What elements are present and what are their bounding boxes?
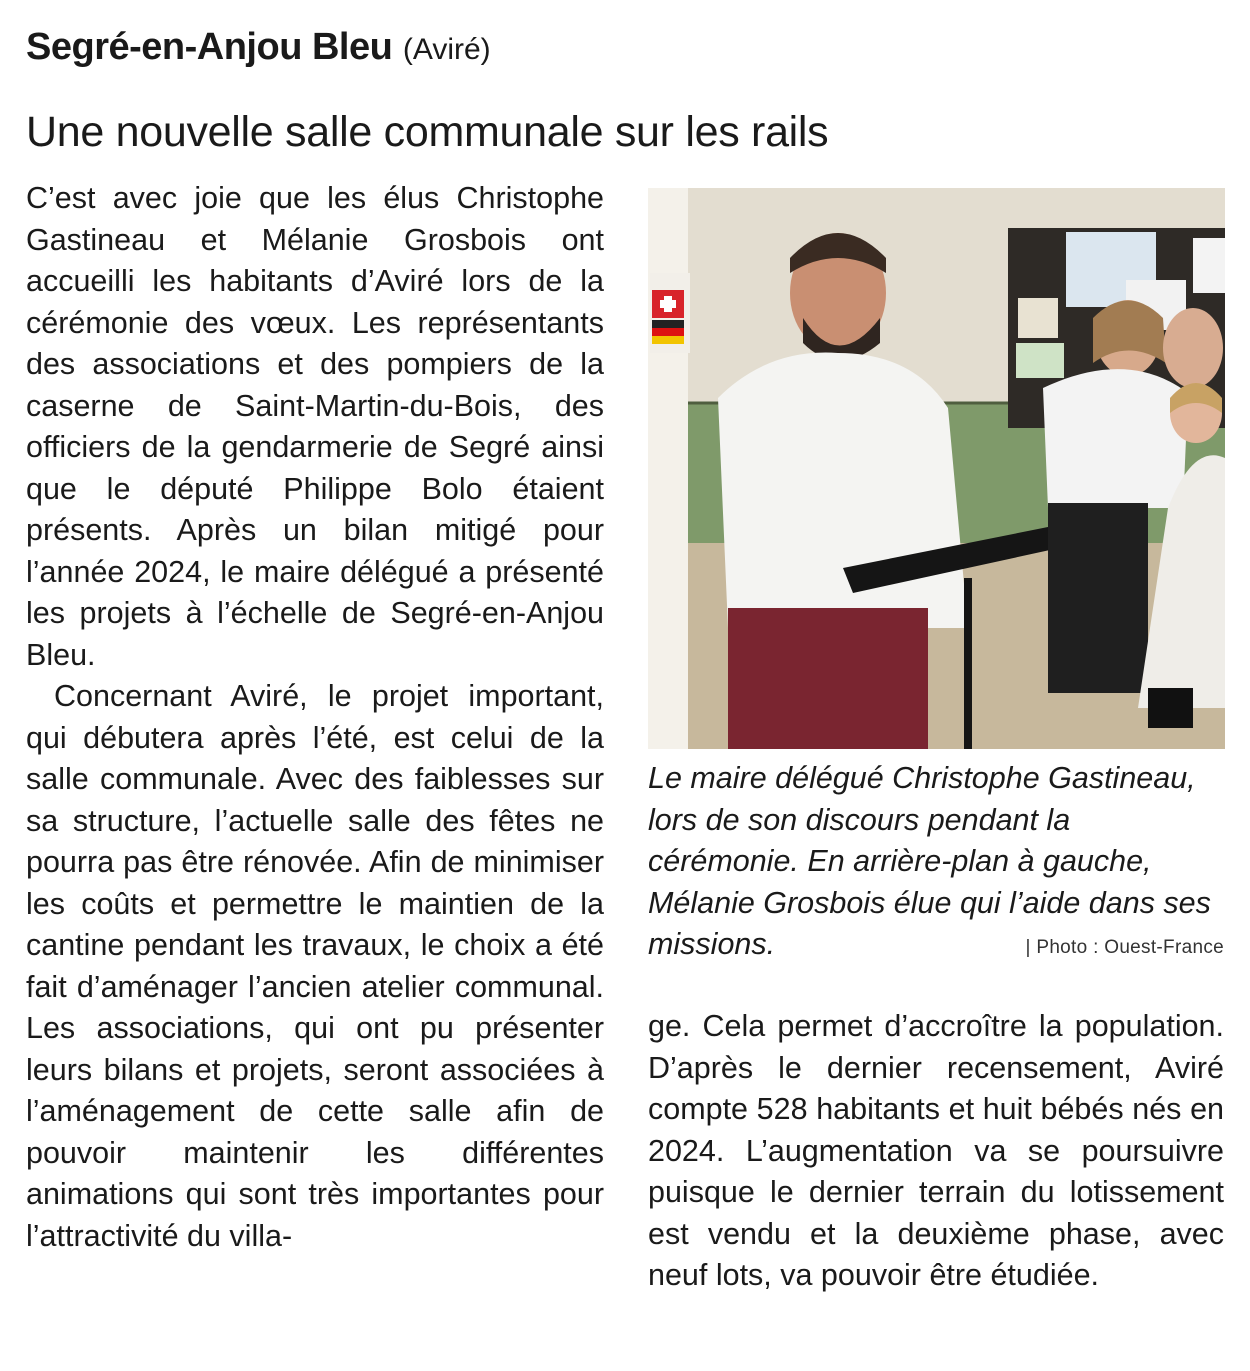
article-column-left [26, 178, 604, 1257]
photo-caption [648, 758, 1226, 966]
article-paragraph: ge. Cela permet d’accroître la population. D’après le dernier recensement, Aviré compte 528 habitants et huit bébés nés en 2024. L’augmentation va se poursuivre puisque le dernier terrain du lotissement est vendu et la deuxième phase, avec neuf lots, va pouvoir être étudiée. [648, 1009, 1224, 1292]
article-photo [648, 188, 1225, 749]
article-paragraph: C’est avec joie que les élus Christophe Gastineau et Mélanie Grosbois ont accueilli les habitants d’Aviré lors de la cérémonie des vœux. Les représentants des associations et des pompiers de la caserne de Saint-Martin-du-Bois, des officiers de la gendarmerie de Segré ainsi que le député Philippe Bolo étaient présents. Après un bilan mitigé pour l’année 2024, le maire délégué a présenté les projets à l’échelle de Segré-en-Anjou Bleu. [26, 181, 604, 672]
caption-text: Le maire délégué Christophe Gastineau, lors de son discours pendant la cérémonie. En arrière-plan à gauche, Mélanie Grosbois élue qui l’aide dans ses missions. [648, 761, 1211, 961]
photo-credit: | Photo : Ouest-France [1025, 937, 1224, 958]
article-kicker [26, 22, 491, 75]
location-subname: (Aviré) [402, 33, 491, 66]
article-headline: Une nouvelle salle communale sur les rails [26, 108, 829, 156]
article-paragraph: Concernant Aviré, le projet important, qui débutera après l’été, est celui de la salle communale. Avec des faiblesses sur sa structure, l’actuelle salle des fêtes ne pourra pas être rénovée. Afin de minimiser les coûts et permettre le maintien de la cantine pendant les travaux, le choix a été fait d’aménager l’ancien atelier communal. Les associations, qui ont pu présenter leurs bilans et projets, seront associées à l’aménagement de cette salle afin de pouvoir maintenir les différentes animations qui sont très importantes pour l’attractivité du villa- [26, 679, 604, 1253]
location-name: Segré-en-Anjou Bleu [26, 26, 393, 68]
article-column-right [648, 1006, 1224, 1297]
photo-illustration [648, 188, 1225, 749]
